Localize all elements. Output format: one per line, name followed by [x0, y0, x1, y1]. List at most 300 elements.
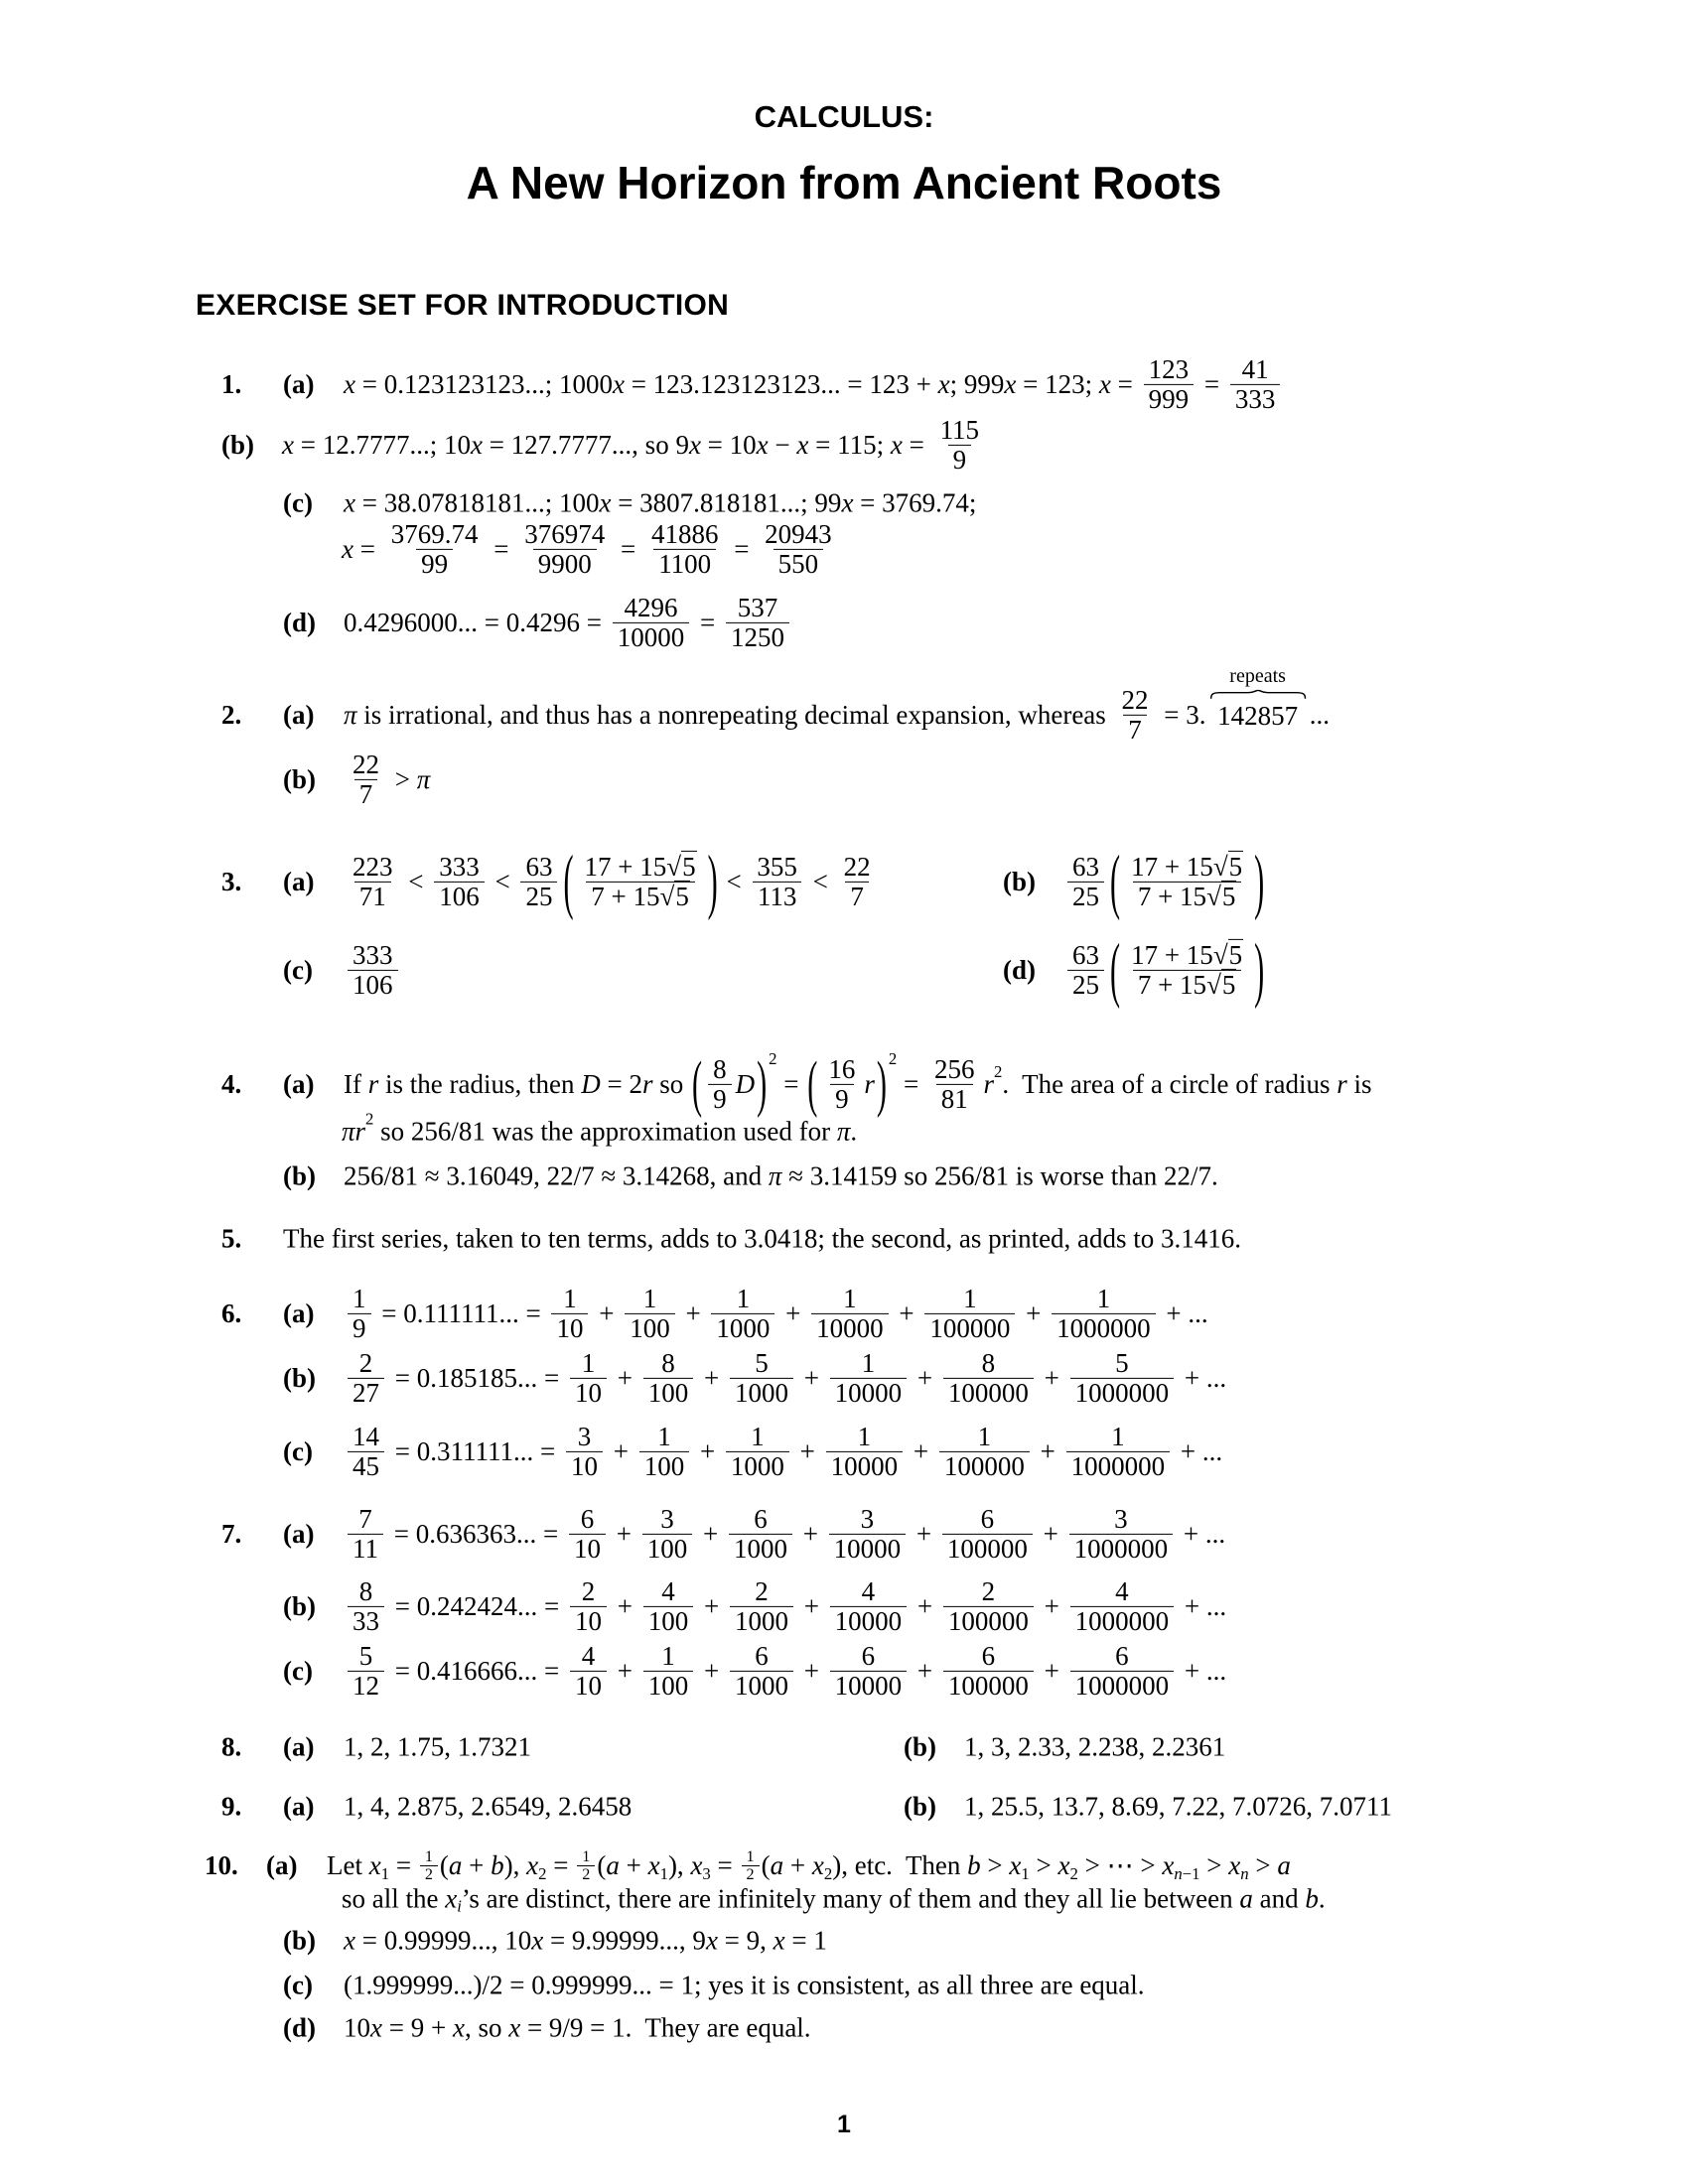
numerator: [976, 1505, 1000, 1534]
numerator: [577, 1349, 601, 1378]
numerator: [348, 1285, 371, 1313]
text-run: is the radius, then: [378, 1068, 582, 1099]
solution-line: [283, 1349, 1226, 1407]
solution-line: [342, 1109, 858, 1147]
part-label: (a): [283, 1068, 315, 1099]
text-run: 256: [934, 1053, 975, 1084]
text-run: −: [768, 429, 797, 460]
text-run: 10000: [833, 1533, 902, 1564]
text-run: 20943: [765, 518, 832, 549]
math-variable: x: [841, 487, 854, 518]
fraction: [839, 853, 876, 910]
text-run: 4: [661, 1575, 675, 1606]
math-variable: x: [344, 368, 355, 399]
denominator: [570, 1378, 607, 1408]
parenthesized-expression: [805, 1047, 889, 1119]
part-label: (d): [283, 2012, 316, 2043]
fraction: [742, 1848, 760, 1884]
fraction: [829, 1505, 907, 1563]
text-run: +: [892, 1297, 921, 1328]
text-run: + ...: [1174, 1435, 1223, 1466]
numerator: [348, 941, 398, 970]
math-variable: x: [531, 1925, 544, 1956]
math-variable: b: [491, 1850, 504, 1881]
fraction: [1067, 853, 1104, 910]
fraction: [348, 853, 398, 910]
parenthesized-expression: [690, 1047, 769, 1119]
text-run: is: [1346, 1068, 1372, 1099]
numerator: [760, 520, 837, 549]
math-variable: x: [1162, 1850, 1175, 1881]
fraction: [823, 1055, 860, 1113]
part-label: (b): [221, 429, 254, 460]
text-run: 22: [843, 851, 871, 882]
text-run: 2: [769, 1048, 777, 1068]
math-variable: x: [470, 429, 483, 460]
denominator: [643, 1671, 694, 1701]
overbrace-label: repeats: [1229, 664, 1286, 687]
text-run: 9: [713, 1083, 727, 1114]
text-run: 8: [358, 1575, 373, 1606]
denominator: [1133, 970, 1242, 1000]
fraction: [642, 1505, 693, 1563]
text-run: =: [727, 533, 757, 564]
text-run: 355: [757, 851, 797, 882]
part-label: (b): [283, 1160, 316, 1191]
numerator: [1126, 853, 1248, 882]
text-run: and: [1252, 1883, 1306, 1914]
denominator: [434, 882, 485, 911]
numerator: [354, 1349, 378, 1378]
math-variable: x: [1228, 1850, 1241, 1881]
text-run: 100000: [947, 1377, 1029, 1408]
text-run: 1: [746, 1847, 755, 1866]
denominator: [1070, 1378, 1175, 1408]
text-run: = 0.99999..., 10: [354, 1925, 532, 1956]
problem-number: 9.: [221, 1791, 242, 1822]
text-run: 1: [1096, 1283, 1111, 1313]
text-run: +: [610, 1655, 639, 1686]
denominator: [939, 1451, 1030, 1481]
denominator: [348, 970, 398, 1000]
math-variable: x: [342, 533, 353, 564]
math-variable: D: [581, 1068, 601, 1099]
solution-line: [283, 1423, 1222, 1480]
part-label: (a): [283, 1791, 315, 1822]
text-run: = 115;: [808, 429, 891, 460]
text-run: 999: [1148, 383, 1190, 414]
text-run: 10: [570, 1450, 598, 1481]
denominator: [348, 1534, 383, 1564]
denominator: [1230, 384, 1281, 414]
numerator: [823, 1055, 860, 1084]
denominator: [711, 1313, 774, 1343]
fraction: [348, 1642, 384, 1700]
text-run: so 256/81 was the approximation used for: [373, 1116, 837, 1147]
text-run: 14: [352, 1421, 379, 1451]
numerator: [857, 1642, 881, 1671]
text-run: = 0.123123123...; 1000: [354, 368, 613, 399]
text-run: 115: [939, 414, 980, 445]
numerator: [656, 1577, 680, 1606]
text-run: 71: [358, 881, 386, 911]
numerator: [434, 853, 485, 882]
text-run: >: [388, 763, 417, 794]
text-run: 100000: [929, 1312, 1011, 1343]
math-variable: a: [770, 1850, 784, 1881]
radical-sign: √: [666, 851, 682, 882]
fraction: [569, 1505, 606, 1563]
text-run: =: [693, 607, 722, 637]
text-run: + ...: [1178, 1655, 1227, 1686]
solution-line: [342, 1883, 1326, 1914]
numerator: [656, 1642, 680, 1671]
solution-line: [221, 416, 988, 474]
text-run: 1000000: [1074, 1670, 1170, 1701]
fraction: [760, 520, 837, 578]
text-run: 4: [581, 1640, 596, 1671]
text-run: 22: [1121, 684, 1149, 715]
solution-line: [1003, 840, 1266, 921]
text-run: 10: [574, 1670, 602, 1701]
text-run: +: [1033, 1435, 1062, 1466]
math-variable: n: [1174, 1863, 1183, 1883]
text-run: 1, 4, 2.875, 2.6549, 2.6458: [344, 1791, 633, 1822]
text-run: 10: [344, 2012, 370, 2043]
text-run: 6: [1115, 1640, 1129, 1671]
fraction: [570, 1642, 607, 1700]
fraction: [830, 1642, 908, 1700]
text-run: ...: [1309, 699, 1330, 730]
numerator: [839, 853, 876, 882]
denominator: [577, 1866, 595, 1884]
denominator: [830, 1671, 908, 1701]
fraction: [1066, 1423, 1171, 1480]
book-title: A New Horizon from Ancient Roots: [466, 157, 1222, 208]
text-run: 1: [380, 1863, 390, 1883]
text-run: = 9.99999..., 9: [543, 1925, 706, 1956]
text-run: 223: [352, 851, 393, 882]
text-run: 2: [365, 1109, 374, 1129]
denominator: [639, 1451, 690, 1481]
math-variable: r: [983, 1068, 995, 1099]
text-run: = 0.311111... =: [388, 1435, 562, 1466]
text-run: 333: [352, 939, 393, 970]
text-run: 9900: [537, 548, 592, 579]
open-paren: (: [563, 840, 574, 921]
text-run: = 12.7777...; 10: [293, 429, 471, 460]
denominator: [354, 882, 391, 911]
part-label: (b): [904, 1791, 936, 1822]
fraction: [924, 1285, 1015, 1342]
denominator: [613, 622, 690, 652]
subscript: [1021, 1864, 1029, 1883]
radical-sign: √: [1212, 939, 1228, 970]
math-variable: a: [1239, 1883, 1253, 1914]
text-run: = 9/9 = 1. They are equal.: [520, 2012, 811, 2043]
text-run: 25: [1072, 881, 1099, 911]
solution-line: [221, 840, 880, 921]
math-variable: π: [416, 763, 431, 794]
text-run: 106: [439, 881, 480, 911]
text-run: =: [389, 1850, 418, 1881]
text-run: (: [761, 1850, 771, 1881]
solution-line: [283, 2012, 811, 2043]
text-run: +: [697, 1590, 726, 1621]
text-run: +: [796, 1655, 826, 1686]
text-run: 100000: [947, 1670, 1029, 1701]
fraction: [570, 1577, 607, 1635]
solution-line: [283, 1160, 1218, 1191]
subscript: [1069, 1864, 1077, 1883]
text-run: 7 + 15: [591, 881, 660, 911]
denominator: [642, 1534, 693, 1564]
text-run: =: [897, 1068, 926, 1099]
denominator: [653, 549, 716, 579]
denominator: [1070, 1606, 1175, 1636]
denominator: [348, 1378, 384, 1408]
text-run: 6: [754, 1503, 768, 1534]
text-run: +: [1037, 1362, 1066, 1393]
text-run: so all the: [342, 1883, 446, 1914]
denominator: [826, 1451, 904, 1481]
denominator: [533, 549, 597, 579]
denominator: [1052, 1313, 1156, 1343]
text-run: = 0.185185... =: [388, 1362, 566, 1393]
text-run: 1000000: [1074, 1377, 1170, 1408]
text-run: 33: [352, 1605, 379, 1636]
denominator: [1067, 970, 1104, 1000]
text-run: 25: [1072, 969, 1099, 1000]
fraction: [711, 1285, 774, 1342]
text-run: 2: [981, 1575, 996, 1606]
part-label: (b): [283, 1590, 316, 1621]
text-run: 100000: [946, 1533, 1028, 1564]
fraction: [348, 1285, 371, 1342]
numerator: [348, 853, 398, 882]
denominator: [1123, 715, 1147, 745]
radicand: [1228, 851, 1244, 882]
denominator: [1133, 882, 1242, 911]
text-run: 256/81 ≈ 3.16049, 22/7 ≈ 3.14268, and: [344, 1160, 769, 1191]
radicand: [1228, 939, 1244, 970]
math-variable: π: [768, 1160, 782, 1191]
text-run: = 123.123123123... = 123 +: [624, 368, 938, 399]
text-run: 1: [1111, 1421, 1125, 1451]
text-run: 41: [1241, 353, 1269, 384]
text-run: 1: [424, 1847, 433, 1866]
radicand: [1221, 969, 1237, 1000]
text-run: Let: [327, 1850, 369, 1881]
text-run: 100: [647, 1670, 689, 1701]
denominator: [1066, 1451, 1171, 1481]
fraction: [1070, 1577, 1175, 1635]
numerator: [853, 1423, 877, 1451]
denominator: [924, 1313, 1015, 1343]
math-variable: x: [756, 429, 769, 460]
denominator: [348, 1451, 384, 1481]
fraction: [420, 1848, 438, 1884]
solution-line: [283, 1925, 827, 1956]
text-run: 22: [352, 749, 379, 779]
text-run: 6: [980, 1503, 995, 1534]
text-run: 8: [713, 1053, 727, 1084]
fraction: [935, 416, 985, 474]
denominator: [730, 1378, 793, 1408]
solution-line: [283, 941, 402, 999]
text-run: =: [902, 429, 931, 460]
text-run: +: [696, 1518, 725, 1549]
denominator: [354, 779, 378, 809]
superscript: [994, 1062, 1002, 1081]
text-run: =: [546, 1850, 576, 1881]
solution-line: [205, 1848, 1291, 1884]
math-variable: x: [705, 1925, 718, 1956]
solution-line: [283, 487, 976, 518]
text-run: , so: [464, 2012, 509, 2043]
fraction: [1230, 355, 1281, 413]
close-paren: ): [1254, 928, 1265, 1010]
fraction: [643, 1642, 694, 1700]
text-run: 100: [646, 1533, 688, 1564]
text-run: 41886: [650, 518, 719, 549]
denominator: [729, 1534, 792, 1564]
text-run: 1: [963, 1283, 977, 1313]
fraction: [1070, 1642, 1175, 1700]
text-run: 333: [439, 851, 480, 882]
text-run: 8: [661, 1347, 675, 1378]
text-run: 333: [1234, 383, 1276, 414]
text-run: 376974: [524, 518, 606, 549]
fraction: [811, 1285, 889, 1342]
denominator: [643, 1378, 694, 1408]
superscript: [889, 1048, 897, 1067]
denominator: [348, 1606, 384, 1636]
numerator: [750, 1642, 774, 1671]
text-run: 8: [981, 1347, 996, 1378]
numerator: [577, 1577, 601, 1606]
fraction: [943, 1349, 1034, 1407]
numerator: [1110, 1349, 1134, 1378]
open-paren: (: [1110, 840, 1121, 921]
text-run: 2: [823, 1863, 833, 1883]
problem-number: 5.: [221, 1223, 242, 1254]
numerator: [742, 1848, 760, 1865]
text-run: 6: [580, 1503, 595, 1534]
fraction: [348, 751, 384, 808]
text-run: 17 + 15: [1131, 851, 1213, 882]
math-variable: b: [967, 1850, 981, 1881]
text-run: 100: [647, 1605, 689, 1636]
numerator: [386, 520, 484, 549]
text-run: 63: [1072, 851, 1099, 882]
text-run: = 9 +: [381, 2012, 453, 2043]
text-run: ≈ 3.14159 so 256/81 is worse than 22/7.: [781, 1160, 1218, 1191]
denominator: [1144, 384, 1195, 414]
open-paren: (: [1110, 928, 1121, 1010]
part-label: (a): [283, 1731, 315, 1762]
text-run: 5: [1115, 1347, 1129, 1378]
math-variable: r: [641, 1068, 653, 1099]
fraction: [386, 520, 484, 578]
numerator: [354, 1642, 378, 1671]
text-run: + ...: [1177, 1518, 1226, 1549]
text-run: +: [1037, 1590, 1066, 1621]
text-run: 5: [1221, 969, 1236, 1000]
text-run: =: [614, 533, 642, 564]
fraction: [625, 1285, 675, 1342]
text-run: 10000: [816, 1312, 884, 1343]
text-run: = 0.416666... =: [388, 1655, 566, 1686]
numerator: [354, 1577, 378, 1606]
part-label: (d): [283, 607, 316, 637]
numerator: [1237, 355, 1274, 384]
solution-line: [342, 520, 841, 578]
denominator: [566, 1451, 603, 1481]
text-run: so: [652, 1068, 690, 1099]
text-run: 7: [1128, 714, 1142, 745]
solution-line: [221, 1791, 632, 1822]
text-run: 2: [358, 1347, 373, 1378]
text-run: 100: [643, 1450, 685, 1481]
text-run: The first series, taken to ten terms, adds to 3.0418; the second, as printed, adds to 3.1416.: [283, 1223, 1242, 1254]
math-variable: r: [367, 1068, 379, 1099]
problem-number: 7.: [221, 1518, 242, 1549]
denominator: [1069, 1534, 1174, 1564]
math-variable: x: [647, 1850, 660, 1881]
radicand: [1221, 881, 1237, 911]
text-run: 10000: [834, 1605, 903, 1636]
text-run: 2: [538, 1863, 547, 1883]
numerator: [857, 1349, 881, 1378]
text-run: 3: [1114, 1503, 1128, 1534]
numerator: [958, 1285, 982, 1313]
math-variable: r: [1336, 1068, 1347, 1099]
text-run: +: [609, 1518, 638, 1549]
solution-line: [221, 1505, 1225, 1563]
text-run: 7: [358, 778, 373, 809]
denominator: [1070, 1671, 1175, 1701]
denominator: [348, 1313, 371, 1343]
text-run: 2: [1069, 1863, 1078, 1883]
text-run: 113: [757, 881, 797, 911]
math-variable: x: [890, 429, 903, 460]
denominator: [936, 1084, 973, 1114]
math-variable: x: [452, 2012, 465, 2043]
denominator: [569, 1534, 606, 1564]
superscript: [365, 1110, 373, 1129]
numerator: [656, 1349, 680, 1378]
part-label: (d): [1003, 954, 1036, 985]
denominator: [1067, 882, 1104, 911]
text-run: 5: [1221, 881, 1236, 911]
text-run: =: [487, 533, 516, 564]
fraction: [1126, 941, 1248, 999]
fraction: [580, 853, 702, 910]
text-run: ),: [503, 1850, 527, 1881]
denominator: [943, 1671, 1034, 1701]
text-run: 63: [525, 851, 553, 882]
text-run: =: [1197, 368, 1226, 399]
text-run: 5: [682, 851, 696, 882]
text-run: 1: [352, 1283, 366, 1313]
text-run: 537: [737, 592, 778, 622]
fraction: [551, 1285, 588, 1342]
fraction: [943, 1577, 1034, 1635]
parenthesized-expression: [1108, 840, 1266, 921]
denominator: [948, 445, 972, 475]
part-label: (a): [266, 1850, 298, 1881]
